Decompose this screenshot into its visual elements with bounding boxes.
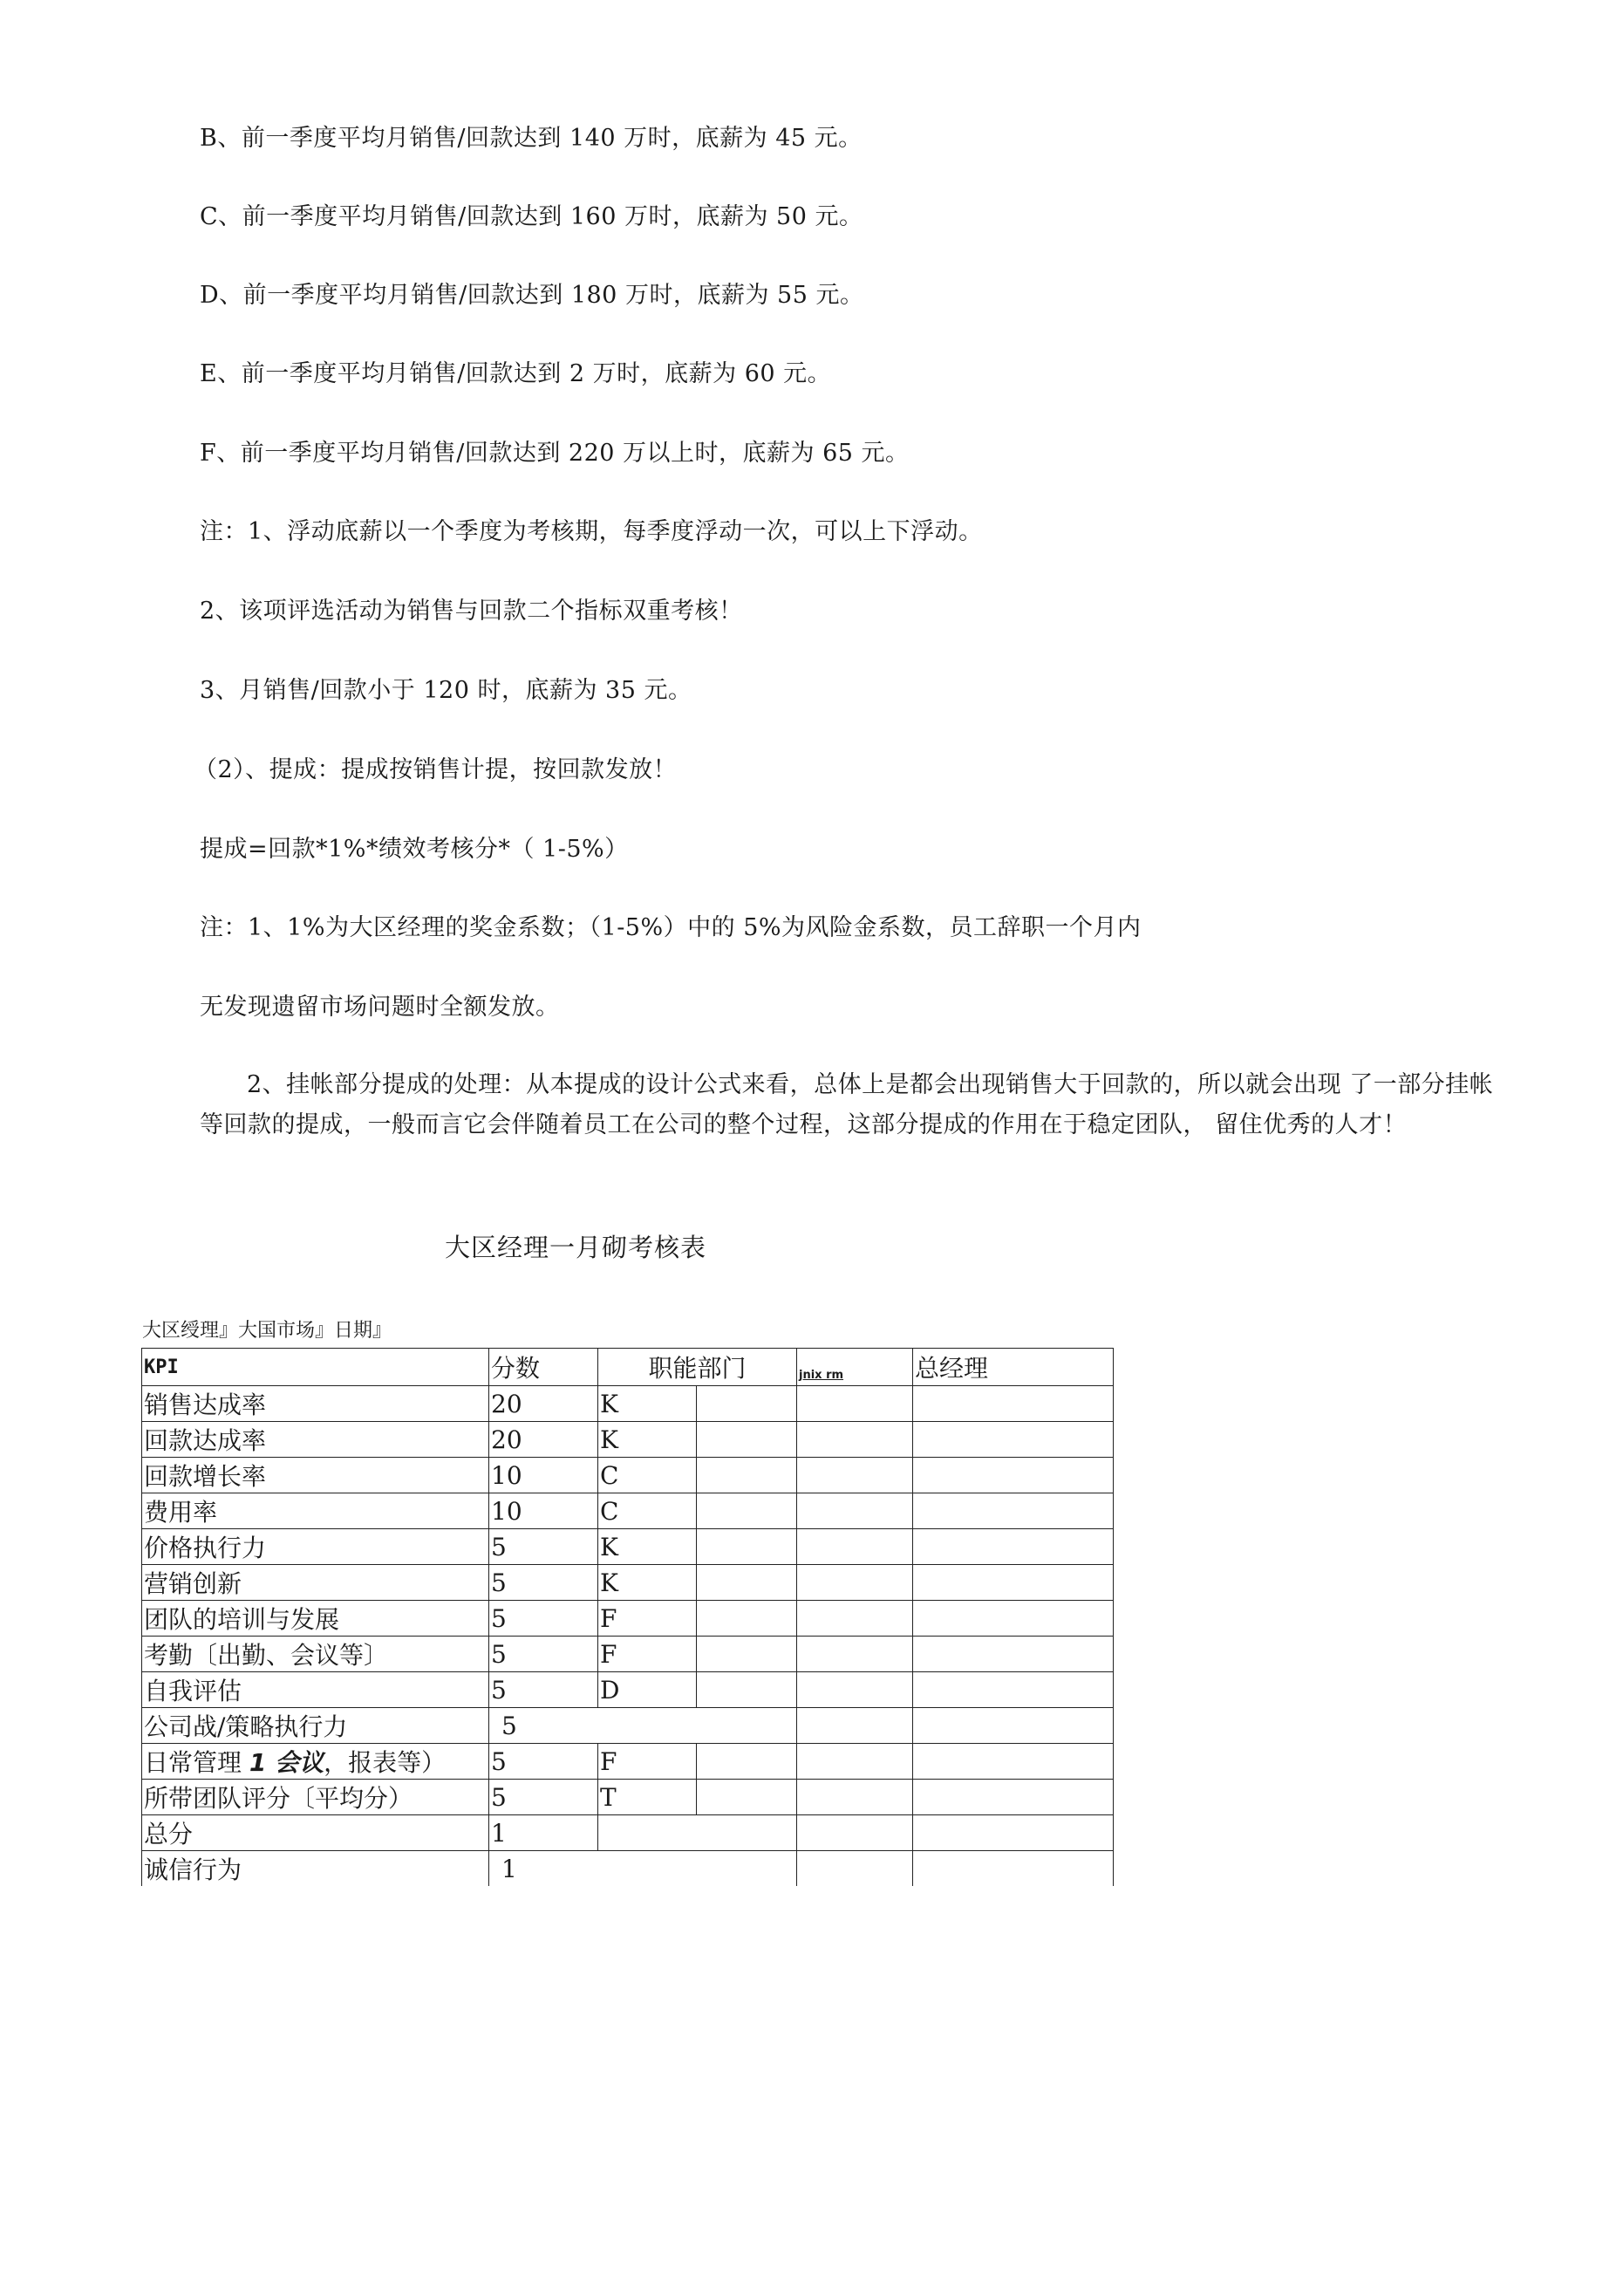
row-kpi: 营销创新 — [142, 1565, 489, 1601]
table-row — [142, 1493, 1114, 1529]
row-score: 20 — [489, 1386, 598, 1422]
header-small — [797, 1349, 913, 1386]
row-score: 10 — [489, 1458, 598, 1493]
paragraph-c: C、前一季度平均月销售/回款达到 160 万时，底薪为 50 元。 — [200, 203, 863, 230]
row-empty — [913, 1637, 1114, 1672]
row-empty — [697, 1386, 797, 1422]
row-score: 10 — [489, 1493, 598, 1529]
row-kpi: 费用率 — [142, 1493, 489, 1529]
row-empty — [913, 1458, 1114, 1493]
row-empty — [797, 1815, 913, 1851]
table-row — [142, 1565, 1114, 1601]
row-empty — [797, 1744, 913, 1780]
row-score: 5 — [489, 1708, 797, 1744]
table-header-row — [142, 1349, 1114, 1386]
row-dept: F — [598, 1601, 697, 1637]
table-row — [142, 1637, 1114, 1672]
row-kpi: 总分 — [142, 1815, 489, 1851]
table-row — [142, 1529, 1114, 1565]
row-score: 5 — [489, 1672, 598, 1708]
row-kpi: 团队的培训与发展 — [142, 1601, 489, 1637]
header-kpi: KPI — [142, 1349, 489, 1386]
row-score: 5 — [489, 1601, 598, 1637]
row-dept: D — [598, 1672, 697, 1708]
table-row — [142, 1672, 1114, 1708]
row-kpi: 价格执行力 — [142, 1529, 489, 1565]
table-caption: 大区绶理』大国市场』日期』 — [142, 1320, 392, 1342]
commission-formula: 提成=回款*1%*绩效考核分*（ 1-5%） — [200, 836, 629, 863]
row-empty — [697, 1672, 797, 1708]
paragraph-f: F、前一季度平均月销售/回款达到 220 万以上时，底薪为 65 元。 — [200, 440, 910, 467]
table-row — [142, 1601, 1114, 1637]
table-row-total — [142, 1815, 1114, 1851]
row-kpi-part-b: 1 会议 — [249, 1748, 324, 1777]
row-empty — [797, 1708, 913, 1744]
row-empty — [797, 1851, 913, 1887]
header-small-text: jnix rm — [799, 1369, 844, 1382]
row-kpi: 所带团队评分〔平均分） — [142, 1780, 489, 1815]
row-empty — [697, 1458, 797, 1493]
header-score: 分数 — [489, 1349, 598, 1386]
row-empty — [913, 1493, 1114, 1529]
row-empty — [697, 1637, 797, 1672]
row-kpi — [142, 1744, 489, 1780]
row-empty — [913, 1780, 1114, 1815]
paragraph-d: D、前一季度平均月销售/回款达到 180 万时，底薪为 55 元。 — [200, 282, 864, 309]
row-empty — [797, 1529, 913, 1565]
row-score: 5 — [489, 1565, 598, 1601]
row-kpi-part-c: ，报表等） — [324, 1748, 447, 1777]
commission-heading: （2）、提成：提成按销售计提，按回款发放！ — [194, 756, 678, 783]
row-empty — [913, 1422, 1114, 1458]
row-empty — [913, 1386, 1114, 1422]
row-score: 5 — [489, 1780, 598, 1815]
table-row — [142, 1386, 1114, 1422]
row-empty — [697, 1529, 797, 1565]
row-empty — [797, 1565, 913, 1601]
row-kpi: 销售达成率 — [142, 1386, 489, 1422]
row-empty — [913, 1529, 1114, 1565]
header-gm: 总经理 — [913, 1349, 1114, 1386]
row-empty — [913, 1565, 1114, 1601]
row-dept: C — [598, 1458, 697, 1493]
row-empty — [697, 1601, 797, 1637]
row-dept: F — [598, 1744, 697, 1780]
note-2: 2、该项评选活动为销售与回款二个指标双重考核！ — [200, 598, 743, 625]
row-empty — [697, 1422, 797, 1458]
row-empty — [913, 1815, 1114, 1851]
header-dept: 职能部门 — [598, 1349, 797, 1386]
table-row-team — [142, 1780, 1114, 1815]
row-empty — [797, 1780, 913, 1815]
row-dept: K — [598, 1386, 697, 1422]
row-empty — [797, 1601, 913, 1637]
row-dept: C — [598, 1493, 697, 1529]
row-kpi: 自我评估 — [142, 1672, 489, 1708]
row-score: 1 — [489, 1851, 797, 1887]
row-kpi: 公司战/策略执行力 — [142, 1708, 489, 1744]
row-empty — [913, 1744, 1114, 1780]
note-1: 注：1、浮动底薪以一个季度为考核期，每季度浮动一次，可以上下浮动。 — [200, 518, 983, 545]
row-empty — [913, 1601, 1114, 1637]
row-empty — [913, 1672, 1114, 1708]
row-kpi: 考勤〔出勤、会议等〕 — [142, 1637, 489, 1672]
row-score: 5 — [489, 1744, 598, 1780]
row-empty — [797, 1458, 913, 1493]
row-score: 5 — [489, 1529, 598, 1565]
row-empty — [913, 1851, 1114, 1887]
row-empty — [913, 1708, 1114, 1744]
row-empty — [797, 1672, 913, 1708]
table-title: 大区经理一月砌考核表 — [445, 1233, 707, 1262]
row-dept: K — [598, 1565, 697, 1601]
paragraph-b: B、前一季度平均月销售/回款达到 140 万时，底薪为 45 元。 — [200, 125, 863, 152]
pending-commission-text: 2、挂帐部分提成的处理：从本提成的设计公式来看，总体上是都会出现销售大于回款的，所以就会出现 了一部分挂帐等回款的提成，一般而言它会伴随着员工在公司的整个过程，这部分提成的作用在于稳定团队， 留住优秀的人才！ — [200, 1071, 1494, 1138]
table-row-strategy — [142, 1708, 1114, 1744]
table-row — [142, 1458, 1114, 1493]
kpi-table — [141, 1348, 1114, 1886]
table-row-integrity — [142, 1851, 1114, 1887]
row-score: 1 — [489, 1815, 598, 1851]
pending-commission-paragraph — [200, 1065, 1517, 1145]
row-empty — [697, 1780, 797, 1815]
row-empty — [797, 1386, 913, 1422]
row-empty — [797, 1637, 913, 1672]
row-empty — [697, 1565, 797, 1601]
row-dept: T — [598, 1780, 697, 1815]
row-empty — [797, 1493, 913, 1529]
paragraph-e: E、前一季度平均月销售/回款达到 2 万时，底薪为 60 元。 — [200, 360, 832, 387]
row-empty — [697, 1493, 797, 1529]
row-dept: F — [598, 1637, 697, 1672]
row-empty — [797, 1422, 913, 1458]
table-row — [142, 1422, 1114, 1458]
row-kpi: 回款达成率 — [142, 1422, 489, 1458]
row-dept: K — [598, 1422, 697, 1458]
row-empty — [697, 1744, 797, 1780]
note-3: 3、月销售/回款小于 120 时，底薪为 35 元。 — [200, 677, 692, 704]
row-score: 5 — [489, 1637, 598, 1672]
row-kpi: 诚信行为 — [142, 1851, 489, 1887]
commission-note-line1: 注：1、1%为大区经理的奖金系数；（1-5%）中的 5%为风险金系数，员工辞职一个月内 — [200, 914, 1142, 941]
row-dept: K — [598, 1529, 697, 1565]
commission-note-line2: 无发现遗留市场问题时全额发放。 — [200, 994, 560, 1021]
table-row-daily — [142, 1744, 1114, 1780]
row-kpi: 回款增长率 — [142, 1458, 489, 1493]
row-empty — [598, 1815, 797, 1851]
row-kpi-part-a: 日常管理 — [144, 1748, 242, 1777]
row-score: 20 — [489, 1422, 598, 1458]
